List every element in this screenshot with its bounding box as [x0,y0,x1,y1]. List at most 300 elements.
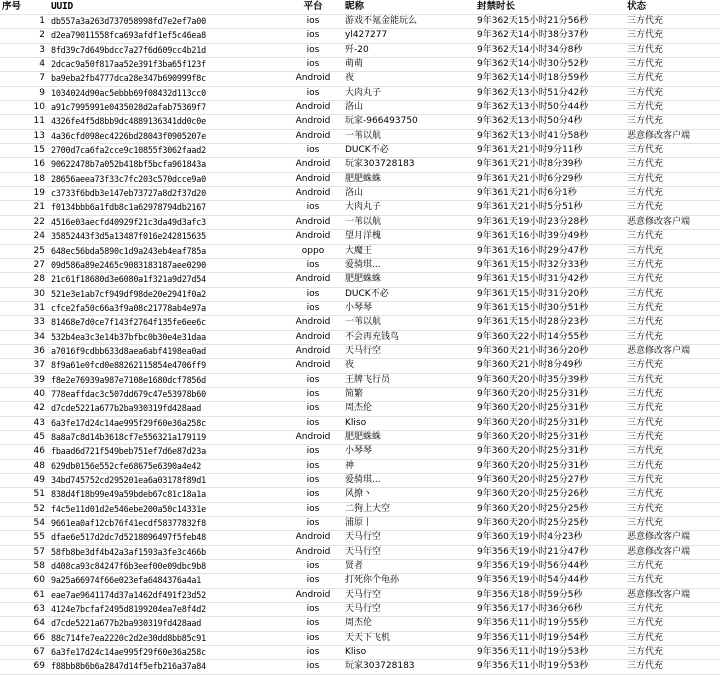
status-cell: 三方代充 [625,574,720,588]
status-cell: 三方代充 [625,29,720,43]
platform-cell: ios [283,402,343,416]
row-number-cell: 55 [0,531,49,545]
row-number-cell: 9 [0,86,49,100]
ban-time-cell: 9年362天14小时18分59秒 [475,72,625,86]
nickname-cell: 神 [343,459,475,473]
platform-cell: ios [283,301,343,315]
row-number-cell: 37 [0,359,49,373]
status-cell: 三方代充 [625,144,720,158]
ban-time-cell: 9年361天16小时39分49秒 [475,230,625,244]
uuid-cell: 838d4f18b99e49a59bdeb67c81c18a1a [49,488,283,502]
ban-time-cell: 9年360天21小时36分20秒 [475,344,625,358]
status-cell: 三方代充 [625,359,720,373]
platform-cell: Android [283,129,343,143]
nickname-cell: 天马行空 [343,545,475,559]
row-number-cell: 31 [0,301,49,315]
nickname-cell: 游戏不氪金能玩么 [343,15,475,29]
status-cell: 三方代充 [625,488,720,502]
platform-cell: Android [283,172,343,186]
uuid-cell: 648ec56bda5890c1d9a243eb4eaf785a [49,244,283,258]
ban-time-cell: 9年360天20小时25分25秒 [475,517,625,531]
table-row [0,144,720,158]
platform-cell: ios [283,488,343,502]
status-cell: 恶意修改客户端 [625,215,720,229]
table-row [0,258,720,272]
platform-cell: ios [283,416,343,430]
status-cell: 三方代充 [625,416,720,430]
platform-cell: Android [283,588,343,602]
table-row [0,72,720,86]
ban-time-cell: 9年361天15小时31分42秒 [475,273,625,287]
row-number-cell: 13 [0,129,49,143]
platform-cell: Android [283,187,343,201]
nickname-cell: 二狗上大空 [343,502,475,516]
row-number-cell: 51 [0,488,49,502]
table-row [0,230,720,244]
uuid-cell: 8f9a61e0fcd0e88262115854e4706ff9 [49,359,283,373]
table-row [0,344,720,358]
status-cell: 三方代充 [625,603,720,617]
table-row [0,603,720,617]
platform-cell: ios [283,15,343,29]
uuid-cell: db557a3a263d737058998fd7e2ef7a00 [49,15,283,29]
ban-time-cell: 9年360天20小时25分31秒 [475,430,625,444]
uuid-cell: 778eaffdac3c507dd679c47e53978b60 [49,387,283,401]
ban-time-cell: 9年362天13小时51分42秒 [475,86,625,100]
uuid-cell: 6a3fe17d24c14ae995f29f60e36a258c [49,416,283,430]
ban-time-cell: 9年356天19小时21分47秒 [475,545,625,559]
uuid-cell: d2ea79011558fca693afdf1ef5c46ea8 [49,29,283,43]
status-cell: 三方代充 [625,373,720,387]
nickname-cell: 不会再充钱鸟 [343,330,475,344]
uuid-cell: ba9eba2fb4777dca28e347b690999f8c [49,72,283,86]
status-cell: 三方代充 [625,646,720,660]
uuid-cell: 9661ea0af12cb76f41ecdf58377832f8 [49,517,283,531]
uuid-cell: eae7ae9641174d37a1462df491f23d52 [49,588,283,602]
ban-time-cell: 9年362天14小时30分52秒 [475,58,625,72]
row-number-cell: 43 [0,416,49,430]
table-row [0,43,720,57]
table-row [0,430,720,444]
status-cell: 三方代充 [625,560,720,574]
uuid-cell: 58fb8be3df4b42a3af1593a3fe3c466b [49,545,283,559]
nickname-cell: 肥肥蛛蛛 [343,273,475,287]
nickname-cell: 打死你个龟孙 [343,574,475,588]
nickname-cell: 天天下飞机 [343,631,475,645]
ban-time-cell: 9年361天19小时23分28秒 [475,215,625,229]
uuid-cell: f8e2e76939a987e7108e1680dcf7856d [49,373,283,387]
nickname-cell: 浦原丨 [343,517,475,531]
status-cell: 三方代充 [625,330,720,344]
ban-time-cell: 9年356天11小时19分53秒 [475,646,625,660]
nickname-cell: 玩家-966493750 [343,115,475,129]
status-cell: 三方代充 [625,631,720,645]
ban-time-cell: 9年361天15小时30分51秒 [475,301,625,315]
platform-cell: ios [283,258,343,272]
nickname-cell: 洛山 [343,187,475,201]
row-number-cell: 33 [0,316,49,330]
status-cell: 恶意修改客户端 [625,531,720,545]
uuid-cell: dfae6e517d2dc7d5218096497f5feb48 [49,531,283,545]
ban-time-cell: 9年362天14小时38分37秒 [475,29,625,43]
status-cell: 三方代充 [625,660,720,674]
platform-cell: ios [283,58,343,72]
row-number-cell: 42 [0,402,49,416]
uuid-cell: d408ca93c84247f6b3eef00e09dbc9b8 [49,560,283,574]
header-uuid: UUID [49,0,283,15]
table-row [0,359,720,373]
row-number-cell: 1 [0,15,49,29]
nickname-cell: 萌萌 [343,58,475,72]
row-number-cell: 64 [0,617,49,631]
platform-cell: Android [283,230,343,244]
status-cell: 三方代充 [625,158,720,172]
platform-cell: ios [283,387,343,401]
table-row [0,517,720,531]
uuid-cell: 629db0156e552cfe68675e6390a4e42 [49,459,283,473]
status-cell: 三方代充 [625,617,720,631]
table-body [0,15,720,675]
table-row [0,101,720,115]
row-number-cell: 4 [0,58,49,72]
ban-time-cell: 9年362天15小时21分56秒 [475,15,625,29]
row-number-cell: 48 [0,459,49,473]
uuid-cell: 8a8a7c8d14b3618cf7e556321a179119 [49,430,283,444]
uuid-cell: c3733f6bdb3e147eb73727a8d2f37d20 [49,187,283,201]
platform-cell: ios [283,617,343,631]
nickname-cell: 歼-20 [343,43,475,57]
status-cell: 三方代充 [625,58,720,72]
nickname-cell: 大肉丸子 [343,86,475,100]
platform-cell: ios [283,201,343,215]
table-row [0,373,720,387]
row-number-cell: 57 [0,545,49,559]
ban-time-cell: 9年360天21小时8分49秒 [475,359,625,373]
table-row [0,316,720,330]
ban-time-cell: 9年361天16小时29分47秒 [475,244,625,258]
platform-cell: ios [283,445,343,459]
uuid-cell: 21c61f18680d3e6080a1f321a9d27d54 [49,273,283,287]
row-number-cell: 36 [0,344,49,358]
ban-time-cell: 9年362天13小时50分4秒 [475,115,625,129]
uuid-cell: 521e3e1ab7cf949df98de20e2941f0a2 [49,287,283,301]
platform-cell: Android [283,158,343,172]
table-row [0,588,720,602]
table-row [0,301,720,315]
uuid-cell: f4c5e11d01d2e546ebe200a50c14331e [49,502,283,516]
status-cell: 三方代充 [625,43,720,57]
nickname-cell: DUCK不必 [343,287,475,301]
nickname-cell: Kliso [343,416,475,430]
nickname-cell: 贤者 [343,560,475,574]
table-row [0,115,720,129]
table-row [0,273,720,287]
table-row [0,646,720,660]
row-number-cell: 39 [0,373,49,387]
table-row [0,474,720,488]
status-cell: 三方代充 [625,101,720,115]
row-number-cell: 34 [0,330,49,344]
status-cell: 三方代充 [625,430,720,444]
nickname-cell: 爱骑琪... [343,474,475,488]
ban-time-cell: 9年356天11小时19分53秒 [475,660,625,674]
row-number-cell: 30 [0,287,49,301]
table-row [0,574,720,588]
row-number-cell: 69 [0,660,49,674]
row-number-cell: 66 [0,631,49,645]
row-number-cell: 10 [0,101,49,115]
row-number-cell: 67 [0,646,49,660]
row-number-cell: 3 [0,43,49,57]
nickname-cell: 夜 [343,359,475,373]
row-number-cell: 2 [0,29,49,43]
ban-time-cell: 9年360天20小时25分31秒 [475,459,625,473]
table-row [0,402,720,416]
ban-time-cell: 9年361天21小时6分1秒 [475,187,625,201]
status-cell: 三方代充 [625,244,720,258]
table-row [0,86,720,100]
header-ban-time: 封禁时长 [475,0,625,15]
ban-time-cell: 9年360天20小时25分31秒 [475,387,625,401]
nickname-cell: 洛山 [343,101,475,115]
row-number-cell: 63 [0,603,49,617]
status-cell: 三方代充 [625,15,720,29]
uuid-cell: 532b4ea3c3e14b37bfbc0b30e4e31daa [49,330,283,344]
platform-cell: Android [283,344,343,358]
ban-time-cell: 9年360天20小时25分31秒 [475,445,625,459]
table-row [0,215,720,229]
row-number-cell: 15 [0,144,49,158]
platform-cell: ios [283,560,343,574]
table-row [0,158,720,172]
platform-cell: ios [283,459,343,473]
uuid-cell: 2dcac9a50f817aa52e391f3ba65f123f [49,58,283,72]
table-row [0,631,720,645]
nickname-cell: 简繁 [343,387,475,401]
platform-cell: oppo [283,244,343,258]
ban-time-cell: 9年361天15小时32分33秒 [475,258,625,272]
status-cell: 三方代充 [625,445,720,459]
ban-time-cell: 9年356天18小时59分5秒 [475,588,625,602]
ban-time-cell: 9年360天20小时25分25秒 [475,502,625,516]
status-cell: 三方代充 [625,201,720,215]
row-number-cell: 46 [0,445,49,459]
platform-cell: ios [283,646,343,660]
status-cell: 三方代充 [625,287,720,301]
platform-cell: ios [283,43,343,57]
uuid-cell: 09d586a89e2465c9083183187aee0290 [49,258,283,272]
nickname-cell: 肥肥蛛蛛 [343,430,475,444]
uuid-cell: 4a36cfd098ec4226bd28043f0905207e [49,129,283,143]
status-cell: 三方代充 [625,517,720,531]
uuid-cell: d7cde5221a677b2ba930319fd428aad [49,402,283,416]
nickname-cell: 爱骑琪... [343,258,475,272]
ban-time-cell: 9年360天20小时35分39秒 [475,373,625,387]
status-cell: 三方代充 [625,72,720,86]
platform-cell: Android [283,273,343,287]
table-row [0,129,720,143]
ban-time-cell: 9年360天20小时25分27秒 [475,474,625,488]
row-number-cell: 28 [0,273,49,287]
nickname-cell: 天马行空 [343,344,475,358]
nickname-cell: 周杰伦 [343,402,475,416]
table-row [0,459,720,473]
table-row [0,287,720,301]
nickname-cell: 周杰伦 [343,617,475,631]
status-cell: 三方代充 [625,273,720,287]
ban-time-cell: 9年361天21小时9分11秒 [475,144,625,158]
nickname-cell: 大肉丸子 [343,201,475,215]
uuid-cell: 4516e03aecfd40929f21c3da49d3afc3 [49,215,283,229]
status-cell: 恶意修改客户端 [625,545,720,559]
table-row [0,172,720,186]
nickname-cell: 天马行空 [343,588,475,602]
ban-time-cell: 9年360天20小时25分31秒 [475,416,625,430]
row-number-cell: 58 [0,560,49,574]
ban-time-cell: 9年362天13小时41分58秒 [475,129,625,143]
platform-cell: Android [283,545,343,559]
uuid-cell: 8fd39c7d649bdcc7a27f6d609cc4b21d [49,43,283,57]
uuid-cell: 81468e7d0ce7f143f2764f135fe6ee6c [49,316,283,330]
ban-time-cell: 9年361天21小时5分51秒 [475,201,625,215]
header-status: 状态 [625,0,720,15]
platform-cell: Android [283,72,343,86]
platform-cell: ios [283,603,343,617]
row-number-cell: 52 [0,502,49,516]
uuid-cell: fbaad6d721f549beb751ef7d6e87d23a [49,445,283,459]
uuid-cell: f88bb8b6b6a2847d14f5efb216a37a84 [49,660,283,674]
ban-time-cell: 9年356天19小时54分44秒 [475,574,625,588]
nickname-cell: 小琴琴 [343,445,475,459]
platform-cell: Android [283,330,343,344]
table-row [0,560,720,574]
table-row [0,330,720,344]
nickname-cell: 一苇以航 [343,129,475,143]
nickname-cell: DUCK不必 [343,144,475,158]
row-number-cell: 19 [0,187,49,201]
status-cell: 三方代充 [625,387,720,401]
platform-cell: Android [283,115,343,129]
status-cell: 三方代充 [625,402,720,416]
status-cell: 恶意修改客户端 [625,129,720,143]
ban-time-cell: 9年360天20小时25分26秒 [475,488,625,502]
nickname-cell: 天马行空 [343,603,475,617]
nickname-cell: 玩家303728183 [343,660,475,674]
platform-cell: Android [283,359,343,373]
row-number-cell: 11 [0,115,49,129]
platform-cell: Android [283,101,343,115]
ban-time-cell: 9年361天21小时6分29秒 [475,172,625,186]
row-number-cell: 16 [0,158,49,172]
platform-cell: ios [283,517,343,531]
nickname-cell: 玩家303728183 [343,158,475,172]
nickname-cell: 风撩丶 [343,488,475,502]
platform-cell: ios [283,144,343,158]
header-no: 序号 [0,0,49,15]
uuid-cell: 88c714fe7ea2220c2d2e30dd8bb85c91 [49,631,283,645]
uuid-cell: 6a3fe17d24c14ae995f29f60e36a258c [49,646,283,660]
table-row [0,488,720,502]
nickname-cell: 小琴琴 [343,301,475,315]
status-cell: 三方代充 [625,115,720,129]
platform-cell: Android [283,430,343,444]
platform-cell: Android [283,531,343,545]
ban-time-cell: 9年356天11小时19分55秒 [475,617,625,631]
table-row [0,29,720,43]
nickname-cell: 一苇以航 [343,316,475,330]
row-number-cell: 18 [0,172,49,186]
ban-time-cell: 9年361天15小时31分20秒 [475,287,625,301]
header-nickname: 昵称 [343,0,475,15]
row-number-cell: 21 [0,201,49,215]
row-number-cell: 40 [0,387,49,401]
uuid-cell: cfce2fa50c66a3f9a08c21778ab4e97a [49,301,283,315]
row-number-cell: 25 [0,244,49,258]
status-cell: 三方代充 [625,230,720,244]
table-row [0,660,720,674]
ban-time-cell: 9年362天14小时34分8秒 [475,43,625,57]
platform-cell: ios [283,502,343,516]
uuid-cell: 90622478b7a052b418bf5bcfa961843a [49,158,283,172]
row-number-cell: 61 [0,588,49,602]
uuid-cell: 35852443f3d5a13487f016e242815635 [49,230,283,244]
nickname-cell: 天马行空 [343,531,475,545]
row-number-cell: 22 [0,215,49,229]
ban-time-cell: 9年356天11小时19分54秒 [475,631,625,645]
status-cell: 三方代充 [625,187,720,201]
nickname-cell: 肥肥蛛蛛 [343,172,475,186]
table-row [0,187,720,201]
status-cell: 三方代充 [625,502,720,516]
table-row [0,15,720,29]
platform-cell: ios [283,29,343,43]
status-cell: 三方代充 [625,301,720,315]
uuid-cell: d7cde5221a677b2ba930319fd428aad [49,617,283,631]
uuid-cell: 1034024d90ac5ebbb69f08432d113cc0 [49,86,283,100]
status-cell: 恶意修改客户端 [625,344,720,358]
nickname-cell: 大魔王 [343,244,475,258]
platform-cell: ios [283,574,343,588]
table-row [0,502,720,516]
row-number-cell: 24 [0,230,49,244]
status-cell: 三方代充 [625,258,720,272]
nickname-cell: 夜 [343,72,475,86]
table-row [0,416,720,430]
platform-cell: Android [283,215,343,229]
nickname-cell: 一苇以航 [343,215,475,229]
uuid-cell: 9a25a66974f66e023efa6484376a4a1 [49,574,283,588]
row-number-cell: 7 [0,72,49,86]
platform-cell: ios [283,86,343,100]
status-cell: 三方代充 [625,459,720,473]
uuid-cell: 4124e7bcfaf2495d8199204ea7e8f4d2 [49,603,283,617]
uuid-cell: a7016f9cdbb633d8aea6abf4198ea0ad [49,344,283,358]
nickname-cell: 王牌飞行员 [343,373,475,387]
platform-cell: ios [283,287,343,301]
ban-time-cell: 9年362天13小时50分44秒 [475,101,625,115]
table-row [0,244,720,258]
table-row [0,617,720,631]
uuid-cell: a91c7995991e0435028d2afab75369f7 [49,101,283,115]
ban-time-cell: 9年361天15小时28分23秒 [475,316,625,330]
platform-cell: ios [283,660,343,674]
nickname-cell: Kliso [343,646,475,660]
nickname-cell: 望月洋槐 [343,230,475,244]
ban-time-cell: 9年360天22小时14分55秒 [475,330,625,344]
uuid-cell: 2700d7ca6fa2cce9c10855f3062faad2 [49,144,283,158]
table-row [0,58,720,72]
table-row [0,445,720,459]
